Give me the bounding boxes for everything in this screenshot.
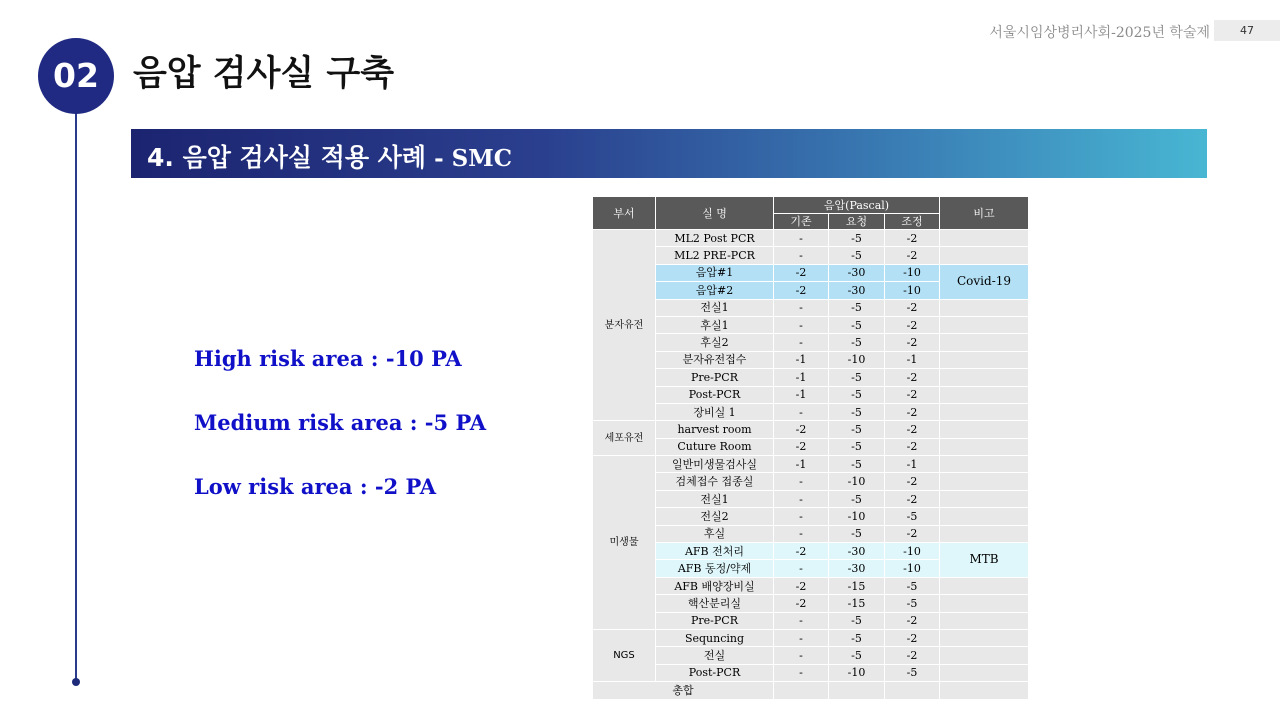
risk-medium: Medium risk area : -5 PA — [194, 410, 487, 435]
page-number: 47 — [1214, 20, 1280, 41]
dept-cell: NGS — [593, 629, 656, 681]
adjusted-cell: -2 — [885, 299, 940, 316]
adjusted-cell: -5 — [885, 508, 940, 525]
table-row — [593, 230, 1029, 247]
note-cell: MTB — [940, 543, 1029, 578]
adjusted-cell: -2 — [885, 438, 940, 455]
room-name-cell: 전실 — [656, 647, 774, 664]
adjusted-cell: -2 — [885, 473, 940, 490]
header-requested: 요청 — [829, 214, 885, 230]
requested-cell: -5 — [829, 490, 885, 507]
adjusted-cell: -2 — [885, 247, 940, 264]
header-existing: 기존 — [774, 214, 829, 230]
adjusted-cell: -2 — [885, 403, 940, 420]
table-row — [593, 334, 1029, 351]
adjusted-cell: -2 — [885, 386, 940, 403]
timeline-dot — [72, 678, 80, 686]
room-name-cell: AFB 동정/약제 — [656, 560, 774, 577]
table-row — [593, 299, 1029, 316]
existing-cell: - — [774, 664, 829, 681]
adjusted-cell: -2 — [885, 612, 940, 629]
note-cell — [940, 299, 1029, 316]
room-name-cell: 음압#2 — [656, 282, 774, 299]
existing-cell: -1 — [774, 351, 829, 368]
existing-cell: -2 — [774, 264, 829, 281]
requested-cell: -5 — [829, 247, 885, 264]
table-row — [593, 490, 1029, 507]
room-name-cell: Post-PCR — [656, 664, 774, 681]
note-cell — [940, 629, 1029, 646]
table-row — [593, 421, 1029, 438]
risk-low: Low risk area : -2 PA — [194, 474, 437, 499]
requested-cell: -5 — [829, 456, 885, 473]
existing-cell: - — [774, 560, 829, 577]
requested-cell: -5 — [829, 525, 885, 542]
table-row — [593, 612, 1029, 629]
adjusted-cell: -2 — [885, 490, 940, 507]
adjusted-cell: -5 — [885, 595, 940, 612]
note-cell — [940, 577, 1029, 594]
adjusted-cell: -10 — [885, 264, 940, 281]
note-cell — [940, 421, 1029, 438]
table-row — [593, 595, 1029, 612]
section-number-badge: 02 — [38, 38, 114, 114]
note-cell — [940, 334, 1029, 351]
room-name-cell: ML2 PRE-PCR — [656, 247, 774, 264]
subtitle-banner — [131, 129, 1207, 178]
header-adjusted: 조정 — [885, 214, 940, 230]
existing-cell: - — [774, 629, 829, 646]
dept-cell: 세포유전 — [593, 421, 656, 456]
total-row — [593, 682, 1029, 699]
room-name-cell: 장비실 1 — [656, 403, 774, 420]
room-name-cell: harvest room — [656, 421, 774, 438]
room-name-cell: Pre-PCR — [656, 612, 774, 629]
existing-cell: - — [774, 647, 829, 664]
table-row — [593, 647, 1029, 664]
table-row — [593, 403, 1029, 420]
room-name-cell: 검체접수 접종실 — [656, 473, 774, 490]
note-cell — [940, 456, 1029, 473]
note-cell — [940, 525, 1029, 542]
requested-cell: -5 — [829, 403, 885, 420]
existing-cell: -2 — [774, 577, 829, 594]
table-body — [593, 230, 1029, 700]
adjusted-cell: -1 — [885, 456, 940, 473]
existing-cell: -2 — [774, 595, 829, 612]
existing-cell: - — [774, 490, 829, 507]
requested-cell: -5 — [829, 647, 885, 664]
note-cell: Covid-19 — [940, 264, 1029, 299]
requested-cell: -30 — [829, 282, 885, 299]
requested-cell: -30 — [829, 543, 885, 560]
total-cell — [829, 682, 885, 699]
note-cell — [940, 351, 1029, 368]
existing-cell: -2 — [774, 282, 829, 299]
header-room: 실 명 — [656, 197, 774, 230]
adjusted-cell: -2 — [885, 647, 940, 664]
total-cell — [940, 682, 1029, 699]
total-label: 총합 — [593, 682, 774, 699]
adjusted-cell: -5 — [885, 664, 940, 681]
room-name-cell: Sequncing — [656, 629, 774, 646]
note-cell — [940, 247, 1029, 264]
table-row — [593, 473, 1029, 490]
note-cell — [940, 403, 1029, 420]
existing-cell: - — [774, 403, 829, 420]
note-cell — [940, 386, 1029, 403]
room-name-cell: 후실2 — [656, 334, 774, 351]
adjusted-cell: -2 — [885, 316, 940, 333]
requested-cell: -10 — [829, 351, 885, 368]
adjusted-cell: -10 — [885, 282, 940, 299]
note-cell — [940, 508, 1029, 525]
requested-cell: -10 — [829, 508, 885, 525]
requested-cell: -5 — [829, 438, 885, 455]
requested-cell: -10 — [829, 664, 885, 681]
existing-cell: - — [774, 473, 829, 490]
room-name-cell: 전실2 — [656, 508, 774, 525]
room-name-cell: Cuture Room — [656, 438, 774, 455]
table-row — [593, 369, 1029, 386]
note-cell — [940, 473, 1029, 490]
adjusted-cell: -1 — [885, 351, 940, 368]
table-row — [593, 316, 1029, 333]
header-dept: 부서 — [593, 197, 656, 230]
existing-cell: - — [774, 247, 829, 264]
table-row — [593, 543, 1029, 560]
timeline-line — [75, 110, 77, 682]
requested-cell: -5 — [829, 386, 885, 403]
note-cell — [940, 664, 1029, 681]
header-pressure: 음압(Pascal) — [774, 197, 940, 214]
existing-cell: -1 — [774, 369, 829, 386]
note-cell — [940, 612, 1029, 629]
requested-cell: -5 — [829, 316, 885, 333]
existing-cell: -1 — [774, 456, 829, 473]
dept-cell: 분자유전 — [593, 230, 656, 421]
requested-cell: -5 — [829, 629, 885, 646]
subtitle-main: 4. 음압 검사실 적용 사례 — [147, 143, 427, 172]
table-row — [593, 438, 1029, 455]
note-cell — [940, 647, 1029, 664]
requested-cell: -15 — [829, 577, 885, 594]
table-row — [593, 664, 1029, 681]
existing-cell: - — [774, 230, 829, 247]
table-row — [593, 351, 1029, 368]
room-name-cell: AFB 배양장비실 — [656, 577, 774, 594]
table-row — [593, 264, 1029, 281]
room-name-cell: 핵산분리실 — [656, 595, 774, 612]
requested-cell: -5 — [829, 334, 885, 351]
adjusted-cell: -5 — [885, 577, 940, 594]
table-row — [593, 508, 1029, 525]
room-name-cell: Pre-PCR — [656, 369, 774, 386]
total-cell — [885, 682, 940, 699]
table-row — [593, 247, 1029, 264]
adjusted-cell: -10 — [885, 543, 940, 560]
risk-high: High risk area : -10 PA — [194, 346, 462, 371]
room-name-cell: Post-PCR — [656, 386, 774, 403]
note-cell — [940, 595, 1029, 612]
room-name-cell: 분자유전접수 — [656, 351, 774, 368]
existing-cell: -1 — [774, 386, 829, 403]
existing-cell: - — [774, 334, 829, 351]
room-name-cell: AFB 전처리 — [656, 543, 774, 560]
existing-cell: -2 — [774, 421, 829, 438]
note-cell — [940, 490, 1029, 507]
requested-cell: -5 — [829, 369, 885, 386]
note-cell — [940, 230, 1029, 247]
requested-cell: -5 — [829, 421, 885, 438]
existing-cell: - — [774, 316, 829, 333]
pressure-table — [592, 196, 1029, 700]
existing-cell: - — [774, 612, 829, 629]
adjusted-cell: -2 — [885, 230, 940, 247]
existing-cell: -2 — [774, 543, 829, 560]
table-row — [593, 386, 1029, 403]
requested-cell: -5 — [829, 612, 885, 629]
subtitle-text — [147, 138, 512, 174]
room-name-cell: 전실1 — [656, 299, 774, 316]
requested-cell: -15 — [829, 595, 885, 612]
note-cell — [940, 316, 1029, 333]
adjusted-cell: -2 — [885, 369, 940, 386]
room-name-cell: 전실1 — [656, 490, 774, 507]
page-title: 음압 검사실 구축 — [133, 54, 395, 94]
existing-cell: - — [774, 299, 829, 316]
adjusted-cell: -2 — [885, 525, 940, 542]
adjusted-cell: -2 — [885, 334, 940, 351]
dept-cell: 미생물 — [593, 456, 656, 630]
conference-name: 서울시임상병리사회-2025년 학술제 — [989, 25, 1210, 41]
note-cell — [940, 438, 1029, 455]
total-cell — [774, 682, 829, 699]
room-name-cell: 후실1 — [656, 316, 774, 333]
requested-cell: -30 — [829, 264, 885, 281]
note-cell — [940, 369, 1029, 386]
table-row — [593, 525, 1029, 542]
header-note: 비고 — [940, 197, 1029, 230]
adjusted-cell: -10 — [885, 560, 940, 577]
room-name-cell: 음압#1 — [656, 264, 774, 281]
table-row — [593, 629, 1029, 646]
requested-cell: -10 — [829, 473, 885, 490]
room-name-cell: 후실 — [656, 525, 774, 542]
existing-cell: -2 — [774, 438, 829, 455]
table-row — [593, 577, 1029, 594]
adjusted-cell: -2 — [885, 421, 940, 438]
existing-cell: - — [774, 508, 829, 525]
existing-cell: - — [774, 525, 829, 542]
requested-cell: -5 — [829, 230, 885, 247]
requested-cell: -5 — [829, 299, 885, 316]
room-name-cell: ML2 Post PCR — [656, 230, 774, 247]
adjusted-cell: -2 — [885, 629, 940, 646]
subtitle-suffix: - SMC — [426, 145, 512, 172]
room-name-cell: 일반미생물검사실 — [656, 456, 774, 473]
requested-cell: -30 — [829, 560, 885, 577]
table-row — [593, 456, 1029, 473]
